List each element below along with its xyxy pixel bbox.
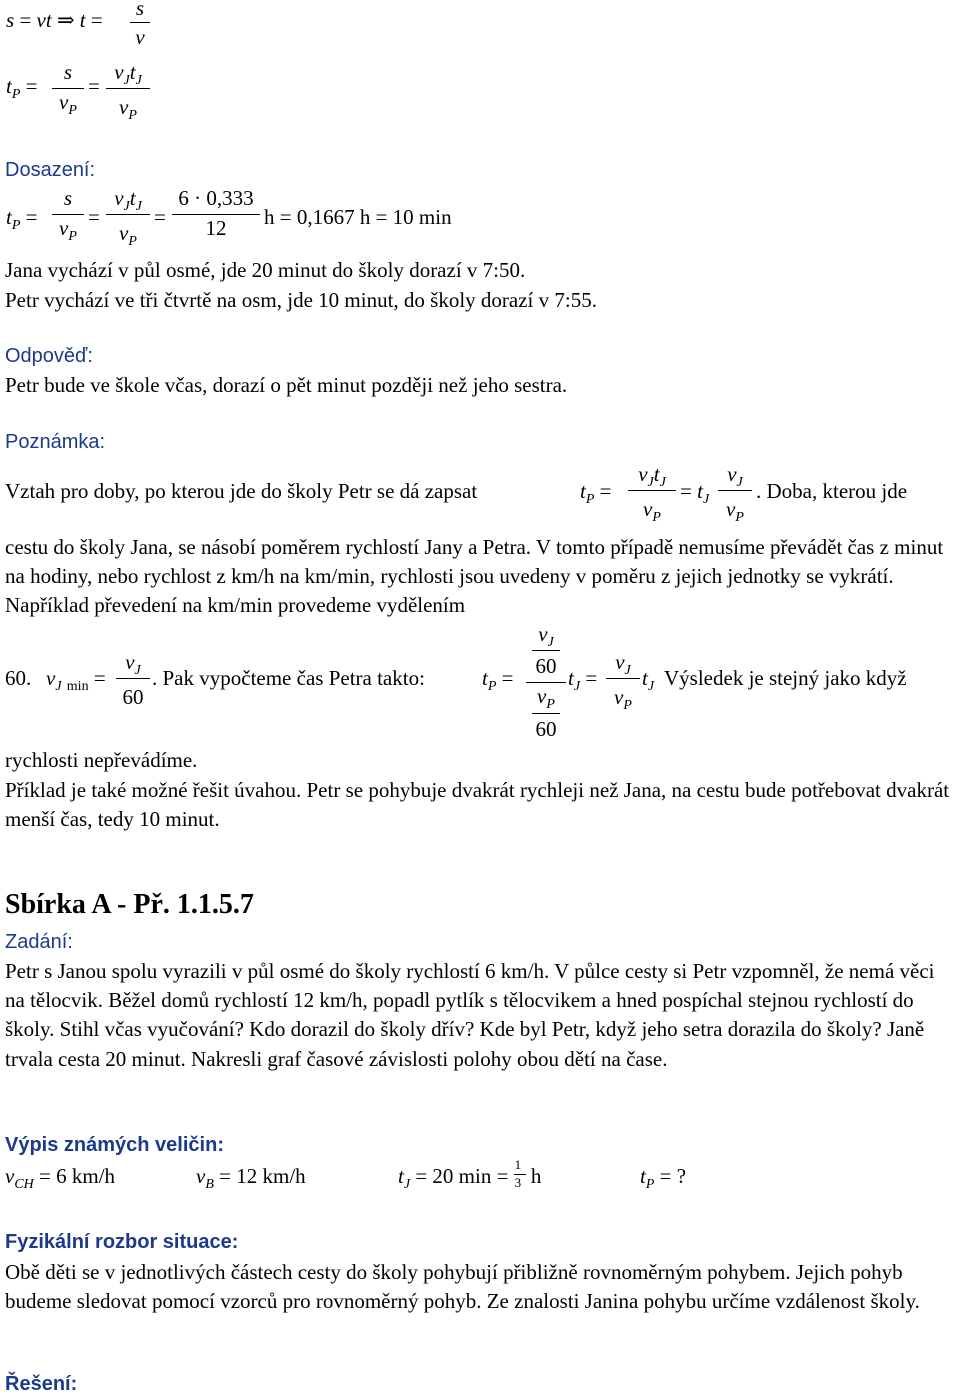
vztah-continuation: cestu do školy Jana, se násobí poměrem rychlostí Jany a Petra. V tomto případě nemusíme převádět čas z minut na hodiny, nebo rychlost z km/h na km/min, rychlosti jsou uvedeny v poměru z jejich jednotky se vykrátí. Například převedení na km/min provedeme vydělením [5,535,944,617]
tp-formula: $t_P$ = [482,666,514,694]
dosazeni-frac-b: $v_Jt_J$ $v_P$ [106,186,150,251]
dosazeni-numerator: 6 · 0,333 [178,186,254,210]
vypis-tp: $t_P$ = ? [640,1164,687,1192]
vztah-formula: $t_P$ = [580,479,612,507]
vypis-vch: $v_{CH} = 6$ km/h [5,1164,116,1192]
vztah-frac-a: $v_Jt_J$ $v_P$ [628,462,676,527]
vysledek-text: Výsledek je stejný jako když [664,666,907,690]
tp-end: $t_J$ [642,666,655,694]
fyz-text: Obě děti se v jednotlivých částech cesty do školy pohybují přibližně rovnoměrným pohybem. Jejich pohyb budeme sledovat pomocí vzorců pro rovnoměrný pohyb. Ze znalosti Janina pohybu určíme vzdálenost školy. [5,1260,920,1313]
formula-line-1-fraction: s v [130,0,150,50]
equals-sign: = [88,205,100,229]
formula-line-2-frac-a: s $v_P$ [52,60,84,120]
vztah-prefix: Vztah pro doby, po kterou jde do školy Petr se dá zapsat [5,479,478,503]
vypis-tp-value: = ? [659,1164,687,1188]
dosazeni-frac-c [172,186,260,241]
zadani-heading: Zadání: [5,931,73,953]
rychlosti-text: rychlosti nepřevádíme. [5,748,198,772]
fyz-heading: Fyzikální rozbor situace: [5,1231,239,1253]
priklad-text: Příklad je také možné řešit úvahou. Petr se pohybuje dvakrát rychleji než Jana, na cestu bude potřebovat dvakrát menší čas, tedy 10 minut. [5,778,950,831]
vypis-tj-value: = 20 min = [415,1164,509,1188]
poznamka-heading: Poznámka: [5,431,106,453]
formula-line-2: $t_P$ = [6,74,38,102]
dosazeni-frac-a: s $v_P$ [52,186,84,246]
vjmin-formula: $v_J$ $_{min}$ = [46,666,106,694]
dosazeni-denominator: 12 [205,216,227,241]
sixty-prefix: 60. [5,666,32,690]
odpoved-heading: Odpověď: [5,345,93,367]
vypis-tj-unit: h [530,1164,542,1188]
pak-text: . Pak vypočteme čas Petra takto: [152,666,425,690]
equals-sign: = [88,74,100,98]
tp-mid: $t_J$ = [568,666,598,694]
vztah-mid: = $t_J$ [680,479,710,507]
equals-sign: = [154,205,166,229]
vypis-vch-value: = 6 km/h [39,1164,116,1188]
jana-line: Jana vychází v půl osmé, jde 20 minut do školy dorazí v 7:50. [5,258,526,282]
petr-line: Petr vychází ve tři čtvrtě na osm, jde 10 minut, do školy dorazí v 7:55. [5,288,597,312]
vztah-suffix: . Doba, kterou jde [756,479,908,503]
formula-line-2-frac-b: $v_Jt_J$ $v_P$ [106,60,150,125]
vypis-tj: $t_J = 20$ min = $\frac{1}{3}$ h [398,1157,542,1192]
dosazeni-heading: Dosazení: [5,159,96,181]
vztah-frac-b: $v_J$ $v_P$ [718,462,752,527]
tp-frac-b: $v_J$ $v_P$ [606,650,640,715]
vjmin-frac: $v_J$ 60 [116,650,150,710]
formula-line-1: s = vt ⇒ t = [6,8,103,32]
dosazeni-formula: $t_P$ = [6,205,38,233]
vypis-vb: $v_B = 12$ km/h [196,1164,306,1192]
tp-nested-frac: $v_J$ 60 $v_P$ 60 [526,622,566,742]
reseni-heading: Řešení: [5,1373,78,1395]
section-title: Sbírka A - Př. 1.1.5.7 [5,889,254,920]
vypis-vb-value: = 12 km/h [219,1164,306,1188]
vypis-heading: Výpis známých veličin: [5,1134,224,1156]
one-third-fraction: $\frac{1}{3}$ [514,1165,526,1185]
dosazeni-result: h = 0,1667 h = 10 min [264,205,452,229]
odpoved-text: Petr bude ve škole včas, dorazí o pět minut později než jeho sestra. [5,373,568,397]
zadani-text: Petr s Janou spolu vyrazili v půl osmé do školy rychlostí 6 km/h. V půlce cesty si Petr vzpomněl, že nemá věci na tělocvik. Běžel domů rychlostí 12 km/h, popadl pytlík s tělocvikem a hned pospíchal stejnou rychlostí do školy. Stihl včas vyučování? Kdo dorazil do školy dřív? Kde byl Petr, když jeho setra dorazila do školy? Janě trvala cesta 20 minut. Nakresli graf časové závislosti polohy obou dětí na čase. [5,959,935,1071]
